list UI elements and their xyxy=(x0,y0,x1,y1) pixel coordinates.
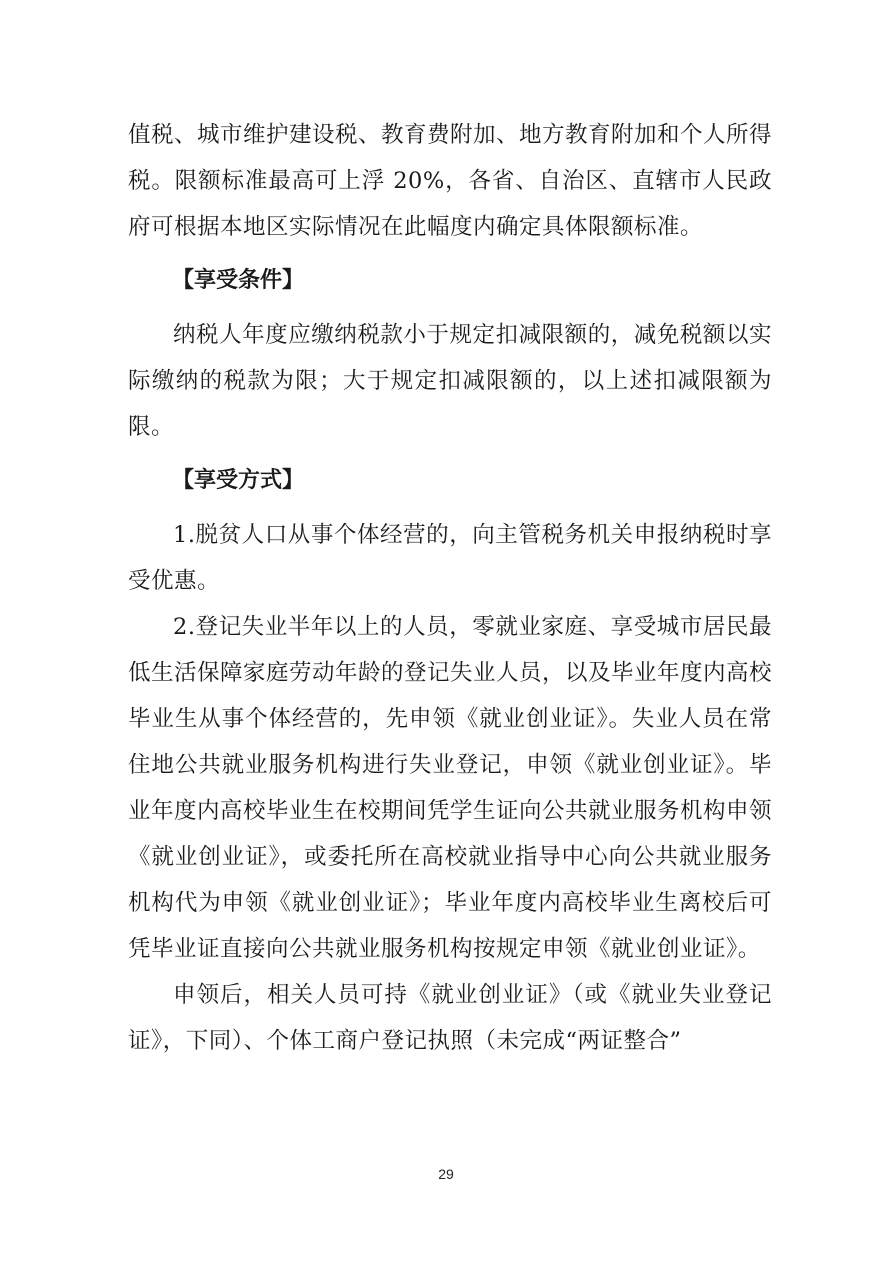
section-heading-method: 【享受方式】 xyxy=(172,468,305,493)
paragraph-method-3: 申领后，相关人员可持《就业创业证》（或《就业失业登记证》，下同）、个体工商户登记执照（未完成“两证整合” xyxy=(128,982,772,1054)
document-body xyxy=(128,112,772,1064)
paragraph-method-2: 2.登记失业半年以上的人员，零就业家庭、享受城市居民最低生活保障家庭劳动年龄的登记失业人员，以及毕业年度内高校毕业生从事个体经营的，先申领《就业创业证》。失业人员在常住地公共就业服务机构进行失业登记，申领《就业创业证》。毕业年度内高校毕业生在校期间凭学生证向公共就业服务机构申领《就业创业证》，或委托所在高校就业指导中心向公共就业服务机构代为申领《就业创业证》；毕业年度内高校毕业生离校后可凭毕业证直接向公共就业服务机构按规定申领《就业创业证》。 xyxy=(128,614,773,962)
paragraph-conditions: 纳税人年度应缴纳税款小于规定扣减限额的，减免税额以实际缴纳的税款为限；大于规定扣减限额的，以上述扣减限额为限。 xyxy=(128,322,772,440)
section-heading-conditions: 【享受条件】 xyxy=(172,268,305,293)
paragraph-continued: 值税、城市维护建设税、教育费附加、地方教育附加和个人所得税。限额标准最高可上浮 20%，各省、自治区、直辖市人民政府可根据本地区实际情况在此幅度内确定具体限额标准。 xyxy=(128,122,773,240)
paragraph-method-1: 1.脱贫人口从事个体经营的，向主管税务机关申报纳税时享受优惠。 xyxy=(128,522,772,594)
page-number: 29 xyxy=(438,1166,454,1182)
